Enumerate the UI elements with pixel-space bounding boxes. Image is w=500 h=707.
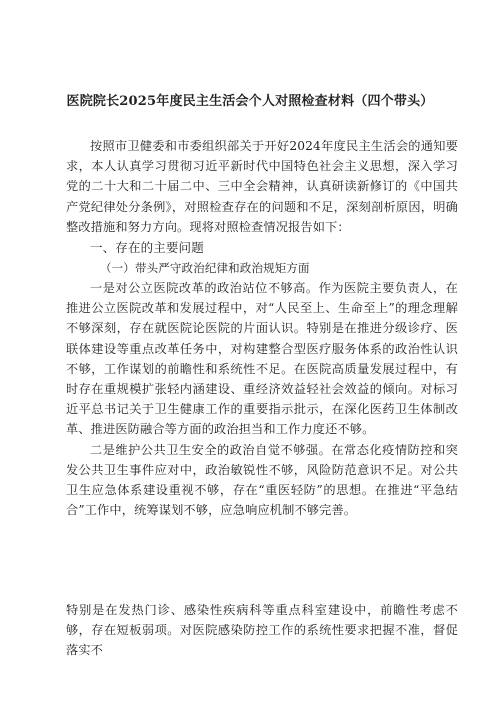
paragraph-fever-clinic: 特别是在发热门诊、感染性疾病科等重点科室建设中，前瞻性考虑不够，存在短板弱项。对医院感染防控工作的系统性要求把握不准，督促落实不 — [66, 603, 458, 658]
paragraph-public-health: 二是维护公共卫生安全的政治自觉不够强。在常态化疫情防控和突发公共卫生事件应对中，政治敏锐性不够，风险防范意识不足。对公共卫生应急体系建设重视不够，存在“重医轻防”的思想。在推进“平急结合”工作中，统筹谋划不够，应急响应机制不够完善。 — [66, 442, 458, 518]
intro-paragraph: 按照市卫健委和市委组织部关于开好2024年度民主生活会的通知要求，本人认真学习贯彻习近平新时代中国特色社会主义思想，深入学习党的二十大和二十届二中、三中全会精神，认真研读新修订的《中国共产党纪律处分条例》，对照检查存在的问题和不足，深刻剖析原因，明确整改措施和努力方向。现将对照检查情况报告如下： — [66, 139, 458, 234]
paragraph-reform-stance: 一是对公立医院改革的政治站位不够高。作为医院主要负责人，在推进公立医院改革和发展过程中，对“人民至上、生命至上”的理念理解不够深刻，存在就医院论医院的片面认识。特别是在推进分级诊疗、医联体建设等重点改革任务中，对构建整合型医疗服务体系的政治性认识不够，工作谋划的前瞻性和系统性不足。在医院高质量发展过程中，有时存在重规模扩张轻内涵建设、重经济效益轻社会效益的倾向。对标习近平总书记关于卫生健康工作的重要指示批示，在深化医药卫生体制改革、推进医防融合等方面的政治担当和工作力度还不够。 — [66, 281, 458, 437]
section-heading-main-problems: 一、存在的主要问题 — [90, 240, 204, 256]
document-title: 医院院长2025年度民主生活会个人对照检查材料（四个带头） — [66, 94, 434, 109]
document-body — [66, 136, 458, 520]
continuation-block — [66, 600, 458, 661]
subsection-heading-political-discipline: （一）带头严守政治纪律和政治规矩方面 — [100, 261, 310, 276]
